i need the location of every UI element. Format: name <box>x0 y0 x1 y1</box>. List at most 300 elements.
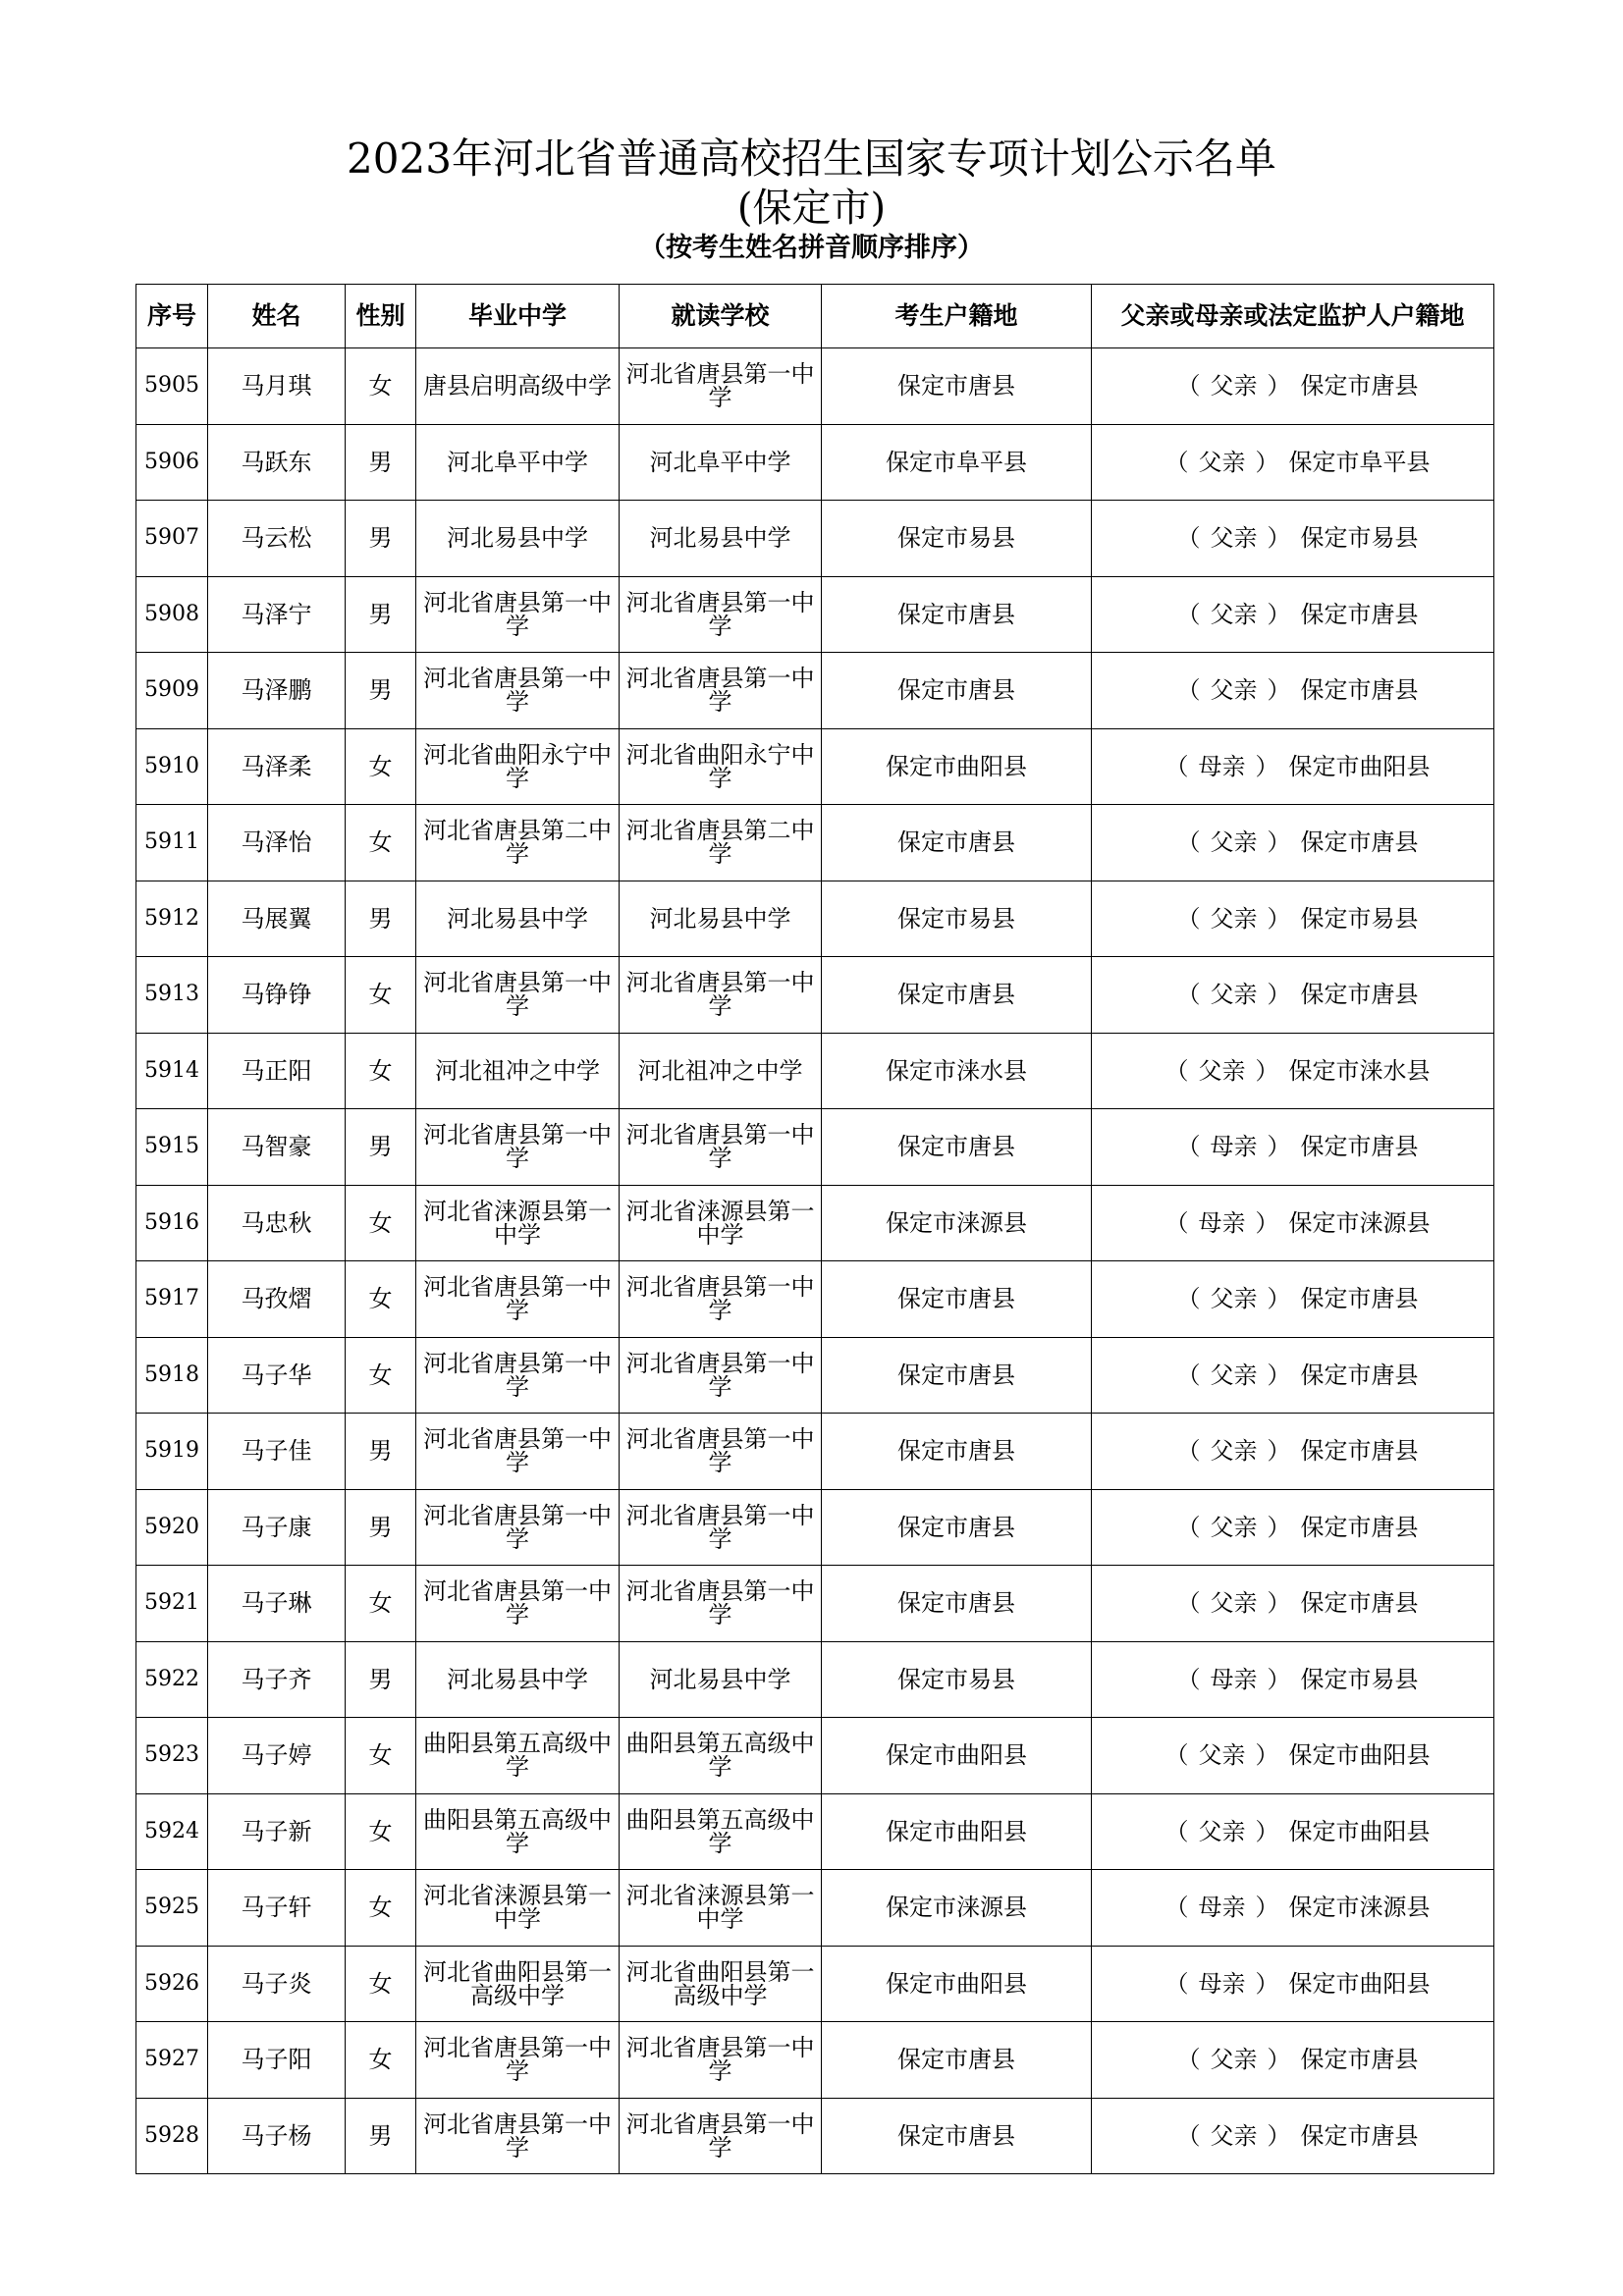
guardian-place: 保定市唐县 <box>1300 981 1419 1009</box>
grad-school-cell: 河北省唐县第一中学 <box>416 2022 620 2099</box>
hukou-cell: 保定市涞源县 <box>822 1185 1092 1261</box>
open-paren: （ <box>1176 828 1201 857</box>
seq-cell: 5910 <box>136 728 208 805</box>
guardian-place: 保定市唐县 <box>1300 828 1419 857</box>
name-cell: 马子新 <box>208 1793 346 1870</box>
name-cell: 马月琪 <box>208 348 346 425</box>
study-school-cell: 河北省唐县第一中学 <box>620 1566 822 1642</box>
study-school-cell: 曲阳县第五高级中学 <box>620 1793 822 1870</box>
hukou-cell: 保定市曲阳县 <box>822 1793 1092 1870</box>
grad-school-cell: 河北省唐县第一中学 <box>416 576 620 653</box>
table-row <box>136 576 1494 653</box>
hukou-cell: 保定市唐县 <box>822 1489 1092 1566</box>
close-paren: ） <box>1267 828 1291 857</box>
study-school-cell: 河北省唐县第一中学 <box>620 1337 822 1414</box>
close-paren: ） <box>1267 1589 1291 1618</box>
guardian-hukou-cell <box>1092 957 1494 1034</box>
table-row <box>136 1793 1494 1870</box>
guardian-hukou-cell <box>1092 1946 1494 2022</box>
table-row <box>136 881 1494 957</box>
name-cell: 马泽怡 <box>208 805 346 881</box>
close-paren: ） <box>1255 1817 1279 1845</box>
table-row <box>136 957 1494 1034</box>
grad-school-cell: 河北省唐县第一中学 <box>416 1261 620 1338</box>
guardian-hukou-cell <box>1092 1414 1494 1490</box>
hukou-cell: 保定市唐县 <box>822 957 1092 1034</box>
seq-cell: 5922 <box>136 1641 208 1718</box>
open-paren: （ <box>1164 1894 1189 1922</box>
guardian-place: 保定市易县 <box>1300 1665 1419 1693</box>
guardian-relation: 母亲 <box>1198 1894 1246 1922</box>
grad-school-cell: 河北省唐县第一中学 <box>416 653 620 729</box>
study-school-cell: 河北省涞源县第一中学 <box>620 1185 822 1261</box>
name-cell: 马子轩 <box>208 1870 346 1947</box>
column-header-gender: 性别 <box>346 285 416 348</box>
grad-school-cell: 河北省唐县第一中学 <box>416 1414 620 1490</box>
seq-cell: 5927 <box>136 2022 208 2099</box>
gender-cell: 男 <box>346 1641 416 1718</box>
seq-cell: 5912 <box>136 881 208 957</box>
open-paren: （ <box>1176 372 1201 400</box>
name-cell: 马智豪 <box>208 1109 346 1186</box>
table-row <box>136 1641 1494 1718</box>
guardian-relation: 母亲 <box>1210 1133 1258 1161</box>
open-paren: （ <box>1164 448 1189 476</box>
hukou-cell: 保定市唐县 <box>822 805 1092 881</box>
seq-cell: 5917 <box>136 1261 208 1338</box>
page-title: 2023年河北省普通高校招生国家专项计划公示名单 <box>347 134 1276 183</box>
guardian-relation: 父亲 <box>1210 904 1258 933</box>
close-paren: ） <box>1267 904 1291 933</box>
open-paren: （ <box>1176 1513 1201 1541</box>
guardian-relation: 父亲 <box>1210 1285 1258 1313</box>
guardian-relation: 母亲 <box>1198 1208 1246 1237</box>
table-row <box>136 1261 1494 1338</box>
guardian-place: 保定市唐县 <box>1300 372 1419 400</box>
guardian-hukou-cell <box>1092 1261 1494 1338</box>
column-header-name: 姓名 <box>208 285 346 348</box>
sort-note: （按考生姓名拼音顺序排序） <box>639 233 984 263</box>
study-school-cell: 河北省唐县第一中学 <box>620 2022 822 2099</box>
open-paren: （ <box>1164 1969 1189 1998</box>
open-paren: （ <box>1176 2046 1201 2074</box>
guardian-hukou-cell <box>1092 1489 1494 1566</box>
study-school-cell: 河北省唐县第一中学 <box>620 1414 822 1490</box>
guardian-hukou-cell <box>1092 1185 1494 1261</box>
guardian-place: 保定市曲阳县 <box>1288 1817 1431 1845</box>
guardian-hukou-cell <box>1092 1566 1494 1642</box>
guardian-hukou-cell <box>1092 501 1494 577</box>
grad-school-cell: 河北省曲阳永宁中学 <box>416 728 620 805</box>
table-body <box>136 348 1494 2174</box>
seq-cell: 5909 <box>136 653 208 729</box>
name-cell: 马泽柔 <box>208 728 346 805</box>
table-row <box>136 501 1494 577</box>
guardian-place: 保定市唐县 <box>1300 2046 1419 2074</box>
close-paren: ） <box>1267 1513 1291 1541</box>
grad-school-cell: 河北省唐县第一中学 <box>416 1566 620 1642</box>
table-row <box>136 1109 1494 1186</box>
grad-school-cell: 河北省唐县第一中学 <box>416 1489 620 1566</box>
guardian-place: 保定市阜平县 <box>1288 448 1431 476</box>
guardian-relation: 父亲 <box>1198 448 1246 476</box>
gender-cell: 男 <box>346 576 416 653</box>
guardian-relation: 母亲 <box>1198 1969 1246 1998</box>
name-cell: 马子齐 <box>208 1641 346 1718</box>
study-school-cell: 河北省唐县第一中学 <box>620 957 822 1034</box>
hukou-cell: 保定市唐县 <box>822 2098 1092 2174</box>
study-school-cell: 河北省唐县第一中学 <box>620 576 822 653</box>
name-cell: 马子琳 <box>208 1566 346 1642</box>
grad-school-cell: 河北祖冲之中学 <box>416 1033 620 1109</box>
close-paren: ） <box>1267 1285 1291 1313</box>
hukou-cell: 保定市易县 <box>822 1641 1092 1718</box>
guardian-hukou-cell <box>1092 1337 1494 1414</box>
seq-cell: 5928 <box>136 2098 208 2174</box>
guardian-place: 保定市唐县 <box>1300 676 1419 705</box>
seq-cell: 5911 <box>136 805 208 881</box>
guardian-hukou-cell <box>1092 1033 1494 1109</box>
study-school-cell: 河北省唐县第一中学 <box>620 1109 822 1186</box>
page-subtitle: (保定市) <box>736 186 887 231</box>
seq-cell: 5908 <box>136 576 208 653</box>
column-header-grad-school: 毕业中学 <box>416 285 620 348</box>
grad-school-cell: 河北省唐县第一中学 <box>416 957 620 1034</box>
guardian-hukou-cell <box>1092 348 1494 425</box>
guardian-hukou-cell <box>1092 1870 1494 1947</box>
seq-cell: 5923 <box>136 1718 208 1794</box>
seq-cell: 5919 <box>136 1414 208 1490</box>
guardian-relation: 父亲 <box>1210 1513 1258 1541</box>
gender-cell: 女 <box>346 2022 416 2099</box>
hukou-cell: 保定市曲阳县 <box>822 1946 1092 2022</box>
gender-cell: 女 <box>346 1566 416 1642</box>
guardian-place: 保定市涞源县 <box>1288 1894 1431 1922</box>
open-paren: （ <box>1176 1361 1201 1389</box>
open-paren: （ <box>1176 1437 1201 1466</box>
grad-school-cell: 曲阳县第五高级中学 <box>416 1793 620 1870</box>
guardian-relation: 父亲 <box>1210 2046 1258 2074</box>
table-row <box>136 424 1494 501</box>
grad-school-cell: 河北易县中学 <box>416 501 620 577</box>
guardian-hukou-cell <box>1092 1641 1494 1718</box>
guardian-relation: 父亲 <box>1210 1437 1258 1466</box>
seq-cell: 5925 <box>136 1870 208 1947</box>
close-paren: ） <box>1267 1437 1291 1466</box>
close-paren: ） <box>1255 1208 1279 1237</box>
close-paren: ） <box>1255 448 1279 476</box>
open-paren: （ <box>1176 904 1201 933</box>
hukou-cell: 保定市曲阳县 <box>822 728 1092 805</box>
guardian-place: 保定市唐县 <box>1300 1133 1419 1161</box>
name-cell: 马正阳 <box>208 1033 346 1109</box>
grad-school-cell: 河北易县中学 <box>416 881 620 957</box>
guardian-relation: 母亲 <box>1210 1665 1258 1693</box>
guardian-place: 保定市易县 <box>1300 904 1419 933</box>
table-row <box>136 1414 1494 1490</box>
gender-cell: 男 <box>346 653 416 729</box>
study-school-cell: 河北易县中学 <box>620 881 822 957</box>
close-paren: ） <box>1267 1665 1291 1693</box>
table-row <box>136 1033 1494 1109</box>
guardian-relation: 父亲 <box>1198 1741 1246 1770</box>
name-cell: 马忠秋 <box>208 1185 346 1261</box>
guardian-hukou-cell <box>1092 576 1494 653</box>
seq-cell: 5914 <box>136 1033 208 1109</box>
table-row <box>136 1946 1494 2022</box>
name-cell: 马泽宁 <box>208 576 346 653</box>
seq-cell: 5905 <box>136 348 208 425</box>
open-paren: （ <box>1164 1741 1189 1770</box>
gender-cell: 女 <box>346 1946 416 2022</box>
grad-school-cell: 河北易县中学 <box>416 1641 620 1718</box>
table-row <box>136 1870 1494 1947</box>
study-school-cell: 河北省唐县第一中学 <box>620 1489 822 1566</box>
gender-cell: 女 <box>346 1185 416 1261</box>
study-school-cell: 河北省唐县第一中学 <box>620 2098 822 2174</box>
guardian-place: 保定市曲阳县 <box>1288 1969 1431 1998</box>
name-cell: 马展翼 <box>208 881 346 957</box>
gender-cell: 女 <box>346 1870 416 1947</box>
table-row <box>136 2098 1494 2174</box>
table-row <box>136 1489 1494 1566</box>
grad-school-cell: 河北省涞源县第一中学 <box>416 1185 620 1261</box>
hukou-cell: 保定市唐县 <box>822 1337 1092 1414</box>
close-paren: ） <box>1255 752 1279 780</box>
seq-cell: 5921 <box>136 1566 208 1642</box>
name-cell: 马泽鹏 <box>208 653 346 729</box>
study-school-cell: 河北省唐县第二中学 <box>620 805 822 881</box>
guardian-relation: 父亲 <box>1198 1056 1246 1085</box>
open-paren: （ <box>1164 1056 1189 1085</box>
hukou-cell: 保定市唐县 <box>822 2022 1092 2099</box>
name-cell: 马子阳 <box>208 2022 346 2099</box>
gender-cell: 女 <box>346 1718 416 1794</box>
study-school-cell: 河北省曲阳县第一高级中学 <box>620 1946 822 2022</box>
close-paren: ） <box>1255 1741 1279 1770</box>
guardian-place: 保定市唐县 <box>1300 600 1419 628</box>
gender-cell: 男 <box>346 2098 416 2174</box>
hukou-cell: 保定市易县 <box>822 881 1092 957</box>
study-school-cell: 河北阜平中学 <box>620 424 822 501</box>
seq-cell: 5920 <box>136 1489 208 1566</box>
column-header-hukou: 考生户籍地 <box>822 285 1092 348</box>
hukou-cell: 保定市唐县 <box>822 1109 1092 1186</box>
column-header-study-school: 就读学校 <box>620 285 822 348</box>
guardian-hukou-cell <box>1092 653 1494 729</box>
guardian-hukou-cell <box>1092 728 1494 805</box>
name-cell: 马铮铮 <box>208 957 346 1034</box>
guardian-hukou-cell <box>1092 424 1494 501</box>
hukou-cell: 保定市曲阳县 <box>822 1718 1092 1794</box>
table-row <box>136 1566 1494 1642</box>
close-paren: ） <box>1255 1969 1279 1998</box>
table-header-row <box>136 285 1494 348</box>
seq-cell: 5913 <box>136 957 208 1034</box>
study-school-cell: 河北省涞源县第一中学 <box>620 1870 822 1947</box>
open-paren: （ <box>1176 2121 1201 2150</box>
close-paren: ） <box>1267 1361 1291 1389</box>
guardian-place: 保定市涞源县 <box>1288 1208 1431 1237</box>
hukou-cell: 保定市涞水县 <box>822 1033 1092 1109</box>
hukou-cell: 保定市唐县 <box>822 576 1092 653</box>
open-paren: （ <box>1176 981 1201 1009</box>
guardian-place: 保定市唐县 <box>1300 1285 1419 1313</box>
guardian-hukou-cell <box>1092 881 1494 957</box>
open-paren: （ <box>1176 1133 1201 1161</box>
close-paren: ） <box>1267 372 1291 400</box>
guardian-place: 保定市唐县 <box>1300 1437 1419 1466</box>
gender-cell: 男 <box>346 1489 416 1566</box>
guardian-hukou-cell <box>1092 1718 1494 1794</box>
guardian-relation: 父亲 <box>1210 1361 1258 1389</box>
close-paren: ） <box>1267 1133 1291 1161</box>
table-row <box>136 1718 1494 1794</box>
study-school-cell: 河北省唐县第一中学 <box>620 348 822 425</box>
column-header-guardian-hukou: 父亲或母亲或法定监护人户籍地 <box>1092 285 1494 348</box>
guardian-place: 保定市唐县 <box>1300 2121 1419 2150</box>
table-row <box>136 2022 1494 2099</box>
guardian-relation: 父亲 <box>1210 600 1258 628</box>
close-paren: ） <box>1267 981 1291 1009</box>
guardian-relation: 父亲 <box>1210 372 1258 400</box>
guardian-relation: 父亲 <box>1210 524 1258 553</box>
name-cell: 马子炎 <box>208 1946 346 2022</box>
hukou-cell: 保定市唐县 <box>822 348 1092 425</box>
guardian-relation: 父亲 <box>1210 1589 1258 1618</box>
name-cell: 马子婷 <box>208 1718 346 1794</box>
open-paren: （ <box>1164 1817 1189 1845</box>
name-cell: 马子康 <box>208 1489 346 1566</box>
name-cell: 马跃东 <box>208 424 346 501</box>
open-paren: （ <box>1176 600 1201 628</box>
grad-school-cell: 河北省涞源县第一中学 <box>416 1870 620 1947</box>
hukou-cell: 保定市阜平县 <box>822 424 1092 501</box>
column-header-seq: 序号 <box>136 285 208 348</box>
table-row <box>136 805 1494 881</box>
name-cell: 马子佳 <box>208 1414 346 1490</box>
guardian-place: 保定市唐县 <box>1300 1361 1419 1389</box>
hukou-cell: 保定市唐县 <box>822 653 1092 729</box>
open-paren: （ <box>1176 524 1201 553</box>
gender-cell: 女 <box>346 805 416 881</box>
seq-cell: 5915 <box>136 1109 208 1186</box>
name-cell: 马子华 <box>208 1337 346 1414</box>
study-school-cell: 河北祖冲之中学 <box>620 1033 822 1109</box>
seq-cell: 5916 <box>136 1185 208 1261</box>
study-school-cell: 河北省曲阳永宁中学 <box>620 728 822 805</box>
gender-cell: 男 <box>346 501 416 577</box>
guardian-relation: 父亲 <box>1210 981 1258 1009</box>
gender-cell: 女 <box>346 728 416 805</box>
grad-school-cell: 唐县启明高级中学 <box>416 348 620 425</box>
gender-cell: 女 <box>346 348 416 425</box>
gender-cell: 男 <box>346 1414 416 1490</box>
open-paren: （ <box>1164 752 1189 780</box>
guardian-relation: 父亲 <box>1198 1817 1246 1845</box>
gender-cell: 女 <box>346 1033 416 1109</box>
table-row <box>136 1185 1494 1261</box>
close-paren: ） <box>1255 1894 1279 1922</box>
roster-table <box>135 284 1494 2174</box>
gender-cell: 男 <box>346 881 416 957</box>
grad-school-cell: 曲阳县第五高级中学 <box>416 1718 620 1794</box>
hukou-cell: 保定市唐县 <box>822 1566 1092 1642</box>
table-row <box>136 728 1494 805</box>
guardian-place: 保定市易县 <box>1300 524 1419 553</box>
seq-cell: 5906 <box>136 424 208 501</box>
guardian-relation: 父亲 <box>1210 676 1258 705</box>
hukou-cell: 保定市唐县 <box>822 1414 1092 1490</box>
guardian-place: 保定市唐县 <box>1300 1513 1419 1541</box>
guardian-place: 保定市曲阳县 <box>1288 1741 1431 1770</box>
seq-cell: 5918 <box>136 1337 208 1414</box>
name-cell: 马云松 <box>208 501 346 577</box>
open-paren: （ <box>1176 1589 1201 1618</box>
gender-cell: 女 <box>346 957 416 1034</box>
close-paren: ） <box>1267 676 1291 705</box>
name-cell: 马子杨 <box>208 2098 346 2174</box>
grad-school-cell: 河北省曲阳县第一高级中学 <box>416 1946 620 2022</box>
guardian-place: 保定市曲阳县 <box>1288 752 1431 780</box>
study-school-cell: 河北省唐县第一中学 <box>620 1261 822 1338</box>
close-paren: ） <box>1267 2046 1291 2074</box>
guardian-relation: 父亲 <box>1210 828 1258 857</box>
guardian-place: 保定市唐县 <box>1300 1589 1419 1618</box>
gender-cell: 女 <box>346 1793 416 1870</box>
guardian-relation: 父亲 <box>1210 2121 1258 2150</box>
table-row <box>136 348 1494 425</box>
grad-school-cell: 河北省唐县第二中学 <box>416 805 620 881</box>
name-cell: 马孜熠 <box>208 1261 346 1338</box>
guardian-hukou-cell <box>1092 2098 1494 2174</box>
gender-cell: 女 <box>346 1261 416 1338</box>
guardian-hukou-cell <box>1092 2022 1494 2099</box>
hukou-cell: 保定市涞源县 <box>822 1870 1092 1947</box>
guardian-relation: 母亲 <box>1198 752 1246 780</box>
close-paren: ） <box>1255 1056 1279 1085</box>
close-paren: ） <box>1267 524 1291 553</box>
grad-school-cell: 河北省唐县第一中学 <box>416 1337 620 1414</box>
hukou-cell: 保定市唐县 <box>822 1261 1092 1338</box>
study-school-cell: 曲阳县第五高级中学 <box>620 1718 822 1794</box>
open-paren: （ <box>1176 676 1201 705</box>
study-school-cell: 河北易县中学 <box>620 501 822 577</box>
seq-cell: 5926 <box>136 1946 208 2022</box>
open-paren: （ <box>1176 1285 1201 1313</box>
close-paren: ） <box>1267 2121 1291 2150</box>
open-paren: （ <box>1164 1208 1189 1237</box>
seq-cell: 5907 <box>136 501 208 577</box>
seq-cell: 5924 <box>136 1793 208 1870</box>
guardian-hukou-cell <box>1092 1793 1494 1870</box>
table-row <box>136 1337 1494 1414</box>
open-paren: （ <box>1176 1665 1201 1693</box>
table-row <box>136 653 1494 729</box>
close-paren: ） <box>1267 600 1291 628</box>
grad-school-cell: 河北省唐县第一中学 <box>416 2098 620 2174</box>
grad-school-cell: 河北阜平中学 <box>416 424 620 501</box>
hukou-cell: 保定市易县 <box>822 501 1092 577</box>
guardian-place: 保定市涞水县 <box>1288 1056 1431 1085</box>
study-school-cell: 河北省唐县第一中学 <box>620 653 822 729</box>
gender-cell: 男 <box>346 1109 416 1186</box>
guardian-hukou-cell <box>1092 1109 1494 1186</box>
guardian-hukou-cell <box>1092 805 1494 881</box>
grad-school-cell: 河北省唐县第一中学 <box>416 1109 620 1186</box>
gender-cell: 男 <box>346 424 416 501</box>
gender-cell: 女 <box>346 1337 416 1414</box>
